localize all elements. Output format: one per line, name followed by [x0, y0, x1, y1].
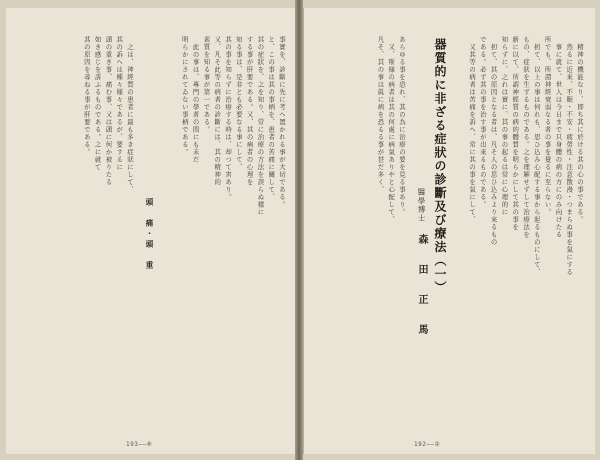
right-page	[303, 8, 595, 454]
text-line: 新に以て、所謂神經質の病的體質を明らかにして其の事を	[511, 36, 520, 231]
text-line: 又、凡そ此等の病者の診斷には、其の精神的	[213, 36, 222, 186]
text-line: 凡そ、其の事は眞に病を恐るる事が甚だ多く、	[376, 36, 385, 194]
article-title	[432, 38, 449, 298]
text-line: 其の事を知らずに治療する時は、却つて害あり。	[224, 36, 233, 201]
text-line: 扨て、其の原因となる者は、凡そ人の思ひ込みより來るもの	[489, 36, 498, 246]
left-page-body-b	[75, 36, 135, 426]
text-line: 之は、神經質の患者に最も多き症狀にして、	[126, 36, 134, 194]
text-line: 所でも、所謂神經衰弱なる者の事を覺るに至らない。	[543, 36, 552, 216]
left-page	[6, 8, 296, 454]
article-title-text: 器質的に非ざる症狀の診斷及び療法	[433, 38, 447, 254]
text-line: 頭の重き事、痛む事、又は頭に何か被りたる	[104, 36, 113, 186]
article-title-suffix: （一）	[433, 254, 447, 295]
author-degree: 醫學博士	[417, 188, 426, 223]
text-line: と、この事は其の事柄を、患者の苦痛に關して、	[267, 36, 276, 201]
text-line: 知る事は、是非とも必要なる事にして、	[234, 36, 243, 171]
text-line: 其の原因を尋ねる事が肝要である。	[82, 36, 91, 156]
page-number: 193——⑧	[126, 441, 153, 448]
section-heading: 頭 痛・頭 重	[145, 198, 154, 272]
right-page-body	[460, 36, 585, 426]
text-line: 精神の機能なり、即ち其に於ける其の心の事である。	[576, 36, 584, 224]
gutter	[295, 0, 303, 460]
text-line: 如き感じを訴ふるものである。之に就て	[93, 36, 102, 171]
text-line: 此の事は、專門の學者の間にも未だ	[191, 36, 200, 164]
text-line: する事が肝要である。又、其の病者の心理を	[245, 36, 254, 186]
text-line: もの、症狀を生ずるものである。之を理解せずして治療法を	[522, 36, 531, 239]
page-number: 192——②	[414, 441, 441, 448]
text-line: 事實を、診斷に先に考へ置かれる事が大切である。	[278, 36, 286, 209]
author-name: 森 田 正 馬	[416, 234, 427, 340]
text-line: 又其等の病者は苦痛を訴へ、常に其の事を氣にして、	[468, 36, 477, 224]
text-line: である。必ず其の事を治す事が出來るものである。	[478, 36, 487, 209]
text-line: 其の訴へは種々様々であるが、要するに	[115, 36, 124, 171]
text-line: あらゆる事を恐れ、其の為に治療の要を見る事あり。	[398, 36, 406, 216]
text-line: 知らずに、之れは實に、其の事の起るは常に心理的に	[500, 36, 509, 216]
text-line: 事に就て、世人は今日まで只身體の病の方にのみ向けたる	[554, 36, 563, 239]
text-line: 其の症狀を、之を知り、常に治療の方法を誤らぬ樣に	[256, 36, 265, 216]
text-line: 扨て、以上の事は何れも、思ひ込み心配する事から起るものにして、	[532, 36, 541, 276]
text-line: 又、斯様の病者は其の何處に病氣ありやと心配して、	[387, 36, 396, 224]
text-line: 明らかにされてゐない事柄である。	[180, 36, 189, 156]
text-line: 素質を知る事が第一である。	[202, 36, 211, 134]
left-page-body-a	[177, 36, 287, 426]
text-line: 然るに近來、不眠・不安・疲勞性・注意散漫・つまらぬ事を氣にする	[565, 36, 574, 276]
author-block	[414, 188, 429, 428]
right-page-body-cont	[371, 36, 407, 426]
